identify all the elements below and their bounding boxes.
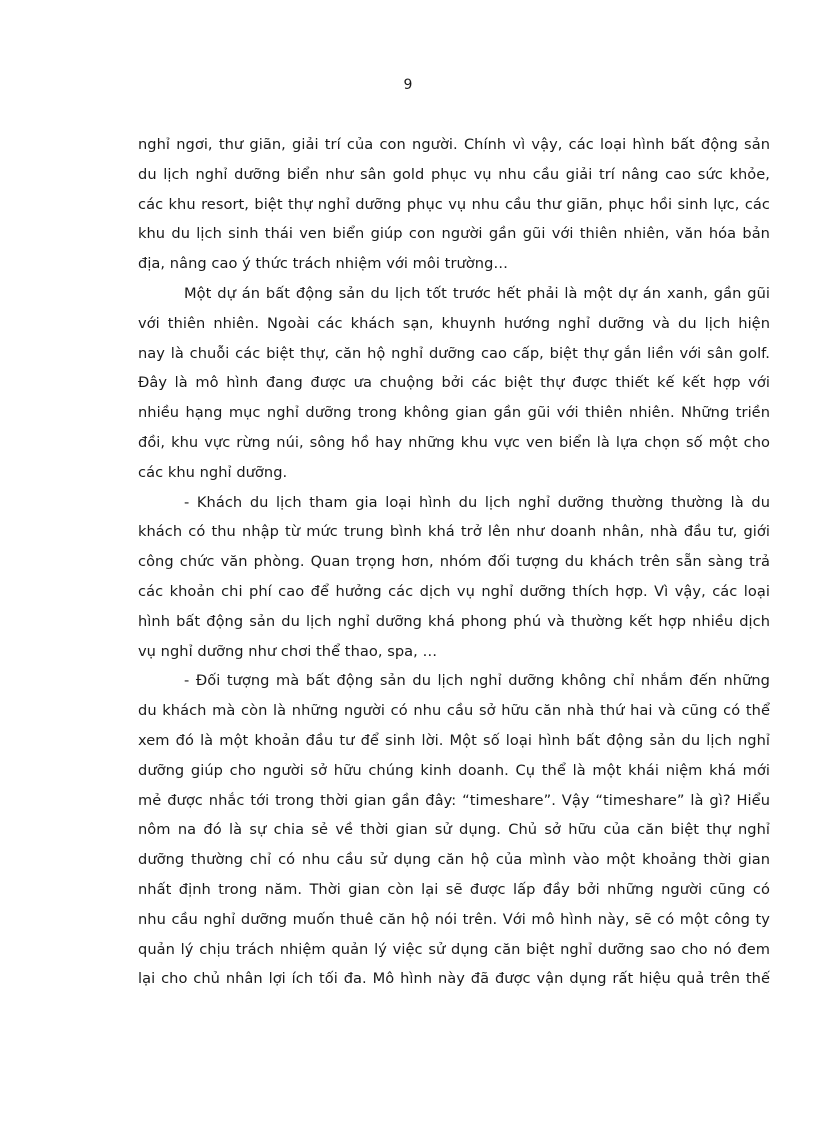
text-line: nhất định trong năm. Thời gian còn lại sẽ được lấp đầy bởi những người cũng có	[138, 880, 770, 898]
text-line: dưỡng thường chỉ có nhu cầu sử dụng căn hộ của mình vào một khoảng thời gian	[138, 851, 770, 869]
text-line: quản lý chịu trách nhiệm quản lý việc sử dụng căn biệt nghỉ dưỡng sao cho nó đem	[138, 940, 770, 958]
text-line: mẻ được nhắc tới trong thời gian gần đây: “timeshare”. Vậy “timeshare” là gì? Hiểu	[138, 791, 770, 809]
text-line: xem đó là một khoản đầu tư để sinh lời. Một số loại hình bất động sản du lịch nghỉ	[138, 731, 770, 749]
text-line: nay là chuỗi các biệt thự, căn hộ nghỉ dưỡng cao cấp, biệt thự gắn liền với sân golf.	[138, 344, 770, 362]
page-number: 9	[403, 77, 413, 93]
text-line: nhu cầu nghỉ dưỡng muốn thuê căn hộ nói trên. Với mô hình này, sẽ có một công ty	[138, 910, 770, 928]
text-line: các khu resort, biệt thự nghỉ dưỡng phục vụ nhu cầu thư giãn, phục hồi sinh lực, các	[138, 195, 770, 213]
text-line: địa, nâng cao ý thức trách nhiệm với môi trường…	[138, 255, 509, 273]
text-line: đồi, khu vực rừng núi, sông hồ hay những khu vực ven biển là lựa chọn số một cho	[138, 433, 770, 451]
text-line: khu du lịch sinh thái ven biển giúp con người gần gũi với thiên nhiên, văn hóa bản	[138, 225, 770, 243]
text-line: Một dự án bất động sản du lịch tốt trước hết phải là một dự án xanh, gần gũi	[184, 284, 770, 302]
text-line: dưỡng giúp cho người sở hữu chúng kinh doanh. Cụ thể là một khái niệm khá mới	[138, 761, 770, 779]
text-line: khách có thu nhập từ mức trung bình khá trở lên như doanh nhân, nhà đầu tư, giới	[138, 523, 770, 541]
text-line: du khách mà còn là những người có nhu cầu sở hữu căn nhà thứ hai và cũng có thể	[138, 702, 770, 720]
text-line: du lịch nghỉ dưỡng biển như sân gold phục vụ nhu cầu giải trí nâng cao sức khỏe,	[138, 165, 770, 183]
text-line: vụ nghỉ dưỡng như chơi thể thao, spa, …	[138, 642, 438, 660]
text-line: công chức văn phòng. Quan trọng hơn, nhóm đối tượng du khách trên sẵn sàng trả	[138, 553, 770, 571]
text-line: với thiên nhiên. Ngoài các khách sạn, khuynh hướng nghỉ dưỡng và du lịch hiện	[138, 314, 770, 332]
text-line: - Đối tượng mà bất động sản du lịch nghỉ dưỡng không chỉ nhắm đến những	[184, 672, 770, 690]
text-line: Đây là mô hình đang được ưa chuộng bởi các biệt thự được thiết kế kết hợp với	[138, 374, 770, 392]
text-line: các khoản chi phí cao để hưởng các dịch vụ nghỉ dưỡng thích hợp. Vì vậy, các loại	[138, 582, 770, 600]
text-line: nhiều hạng mục nghỉ dưỡng trong không gian gần gũi với thiên nhiên. Những triền	[138, 404, 770, 422]
text-line: nôm na đó là sự chia sẻ về thời gian sử dụng. Chủ sở hữu của căn biệt thự nghỉ	[138, 821, 770, 839]
text-line: các khu nghỉ dưỡng.	[138, 463, 288, 481]
text-line: nghỉ ngơi, thư giãn, giải trí của con người. Chính vì vậy, các loại hình bất động sản	[138, 136, 770, 153]
body-text	[138, 130, 770, 994]
text-line: lại cho chủ nhân lợi ích tối đa. Mô hình này đã được vận dụng rất hiệu quả trên thế	[138, 970, 770, 988]
text-line: hình bất động sản du lịch nghỉ dưỡng khá phong phú và thường kết hợp nhiều dịch	[138, 612, 770, 630]
text-line: - Khách du lịch tham gia loại hình du lịch nghỉ dưỡng thường thường là du	[184, 493, 770, 511]
